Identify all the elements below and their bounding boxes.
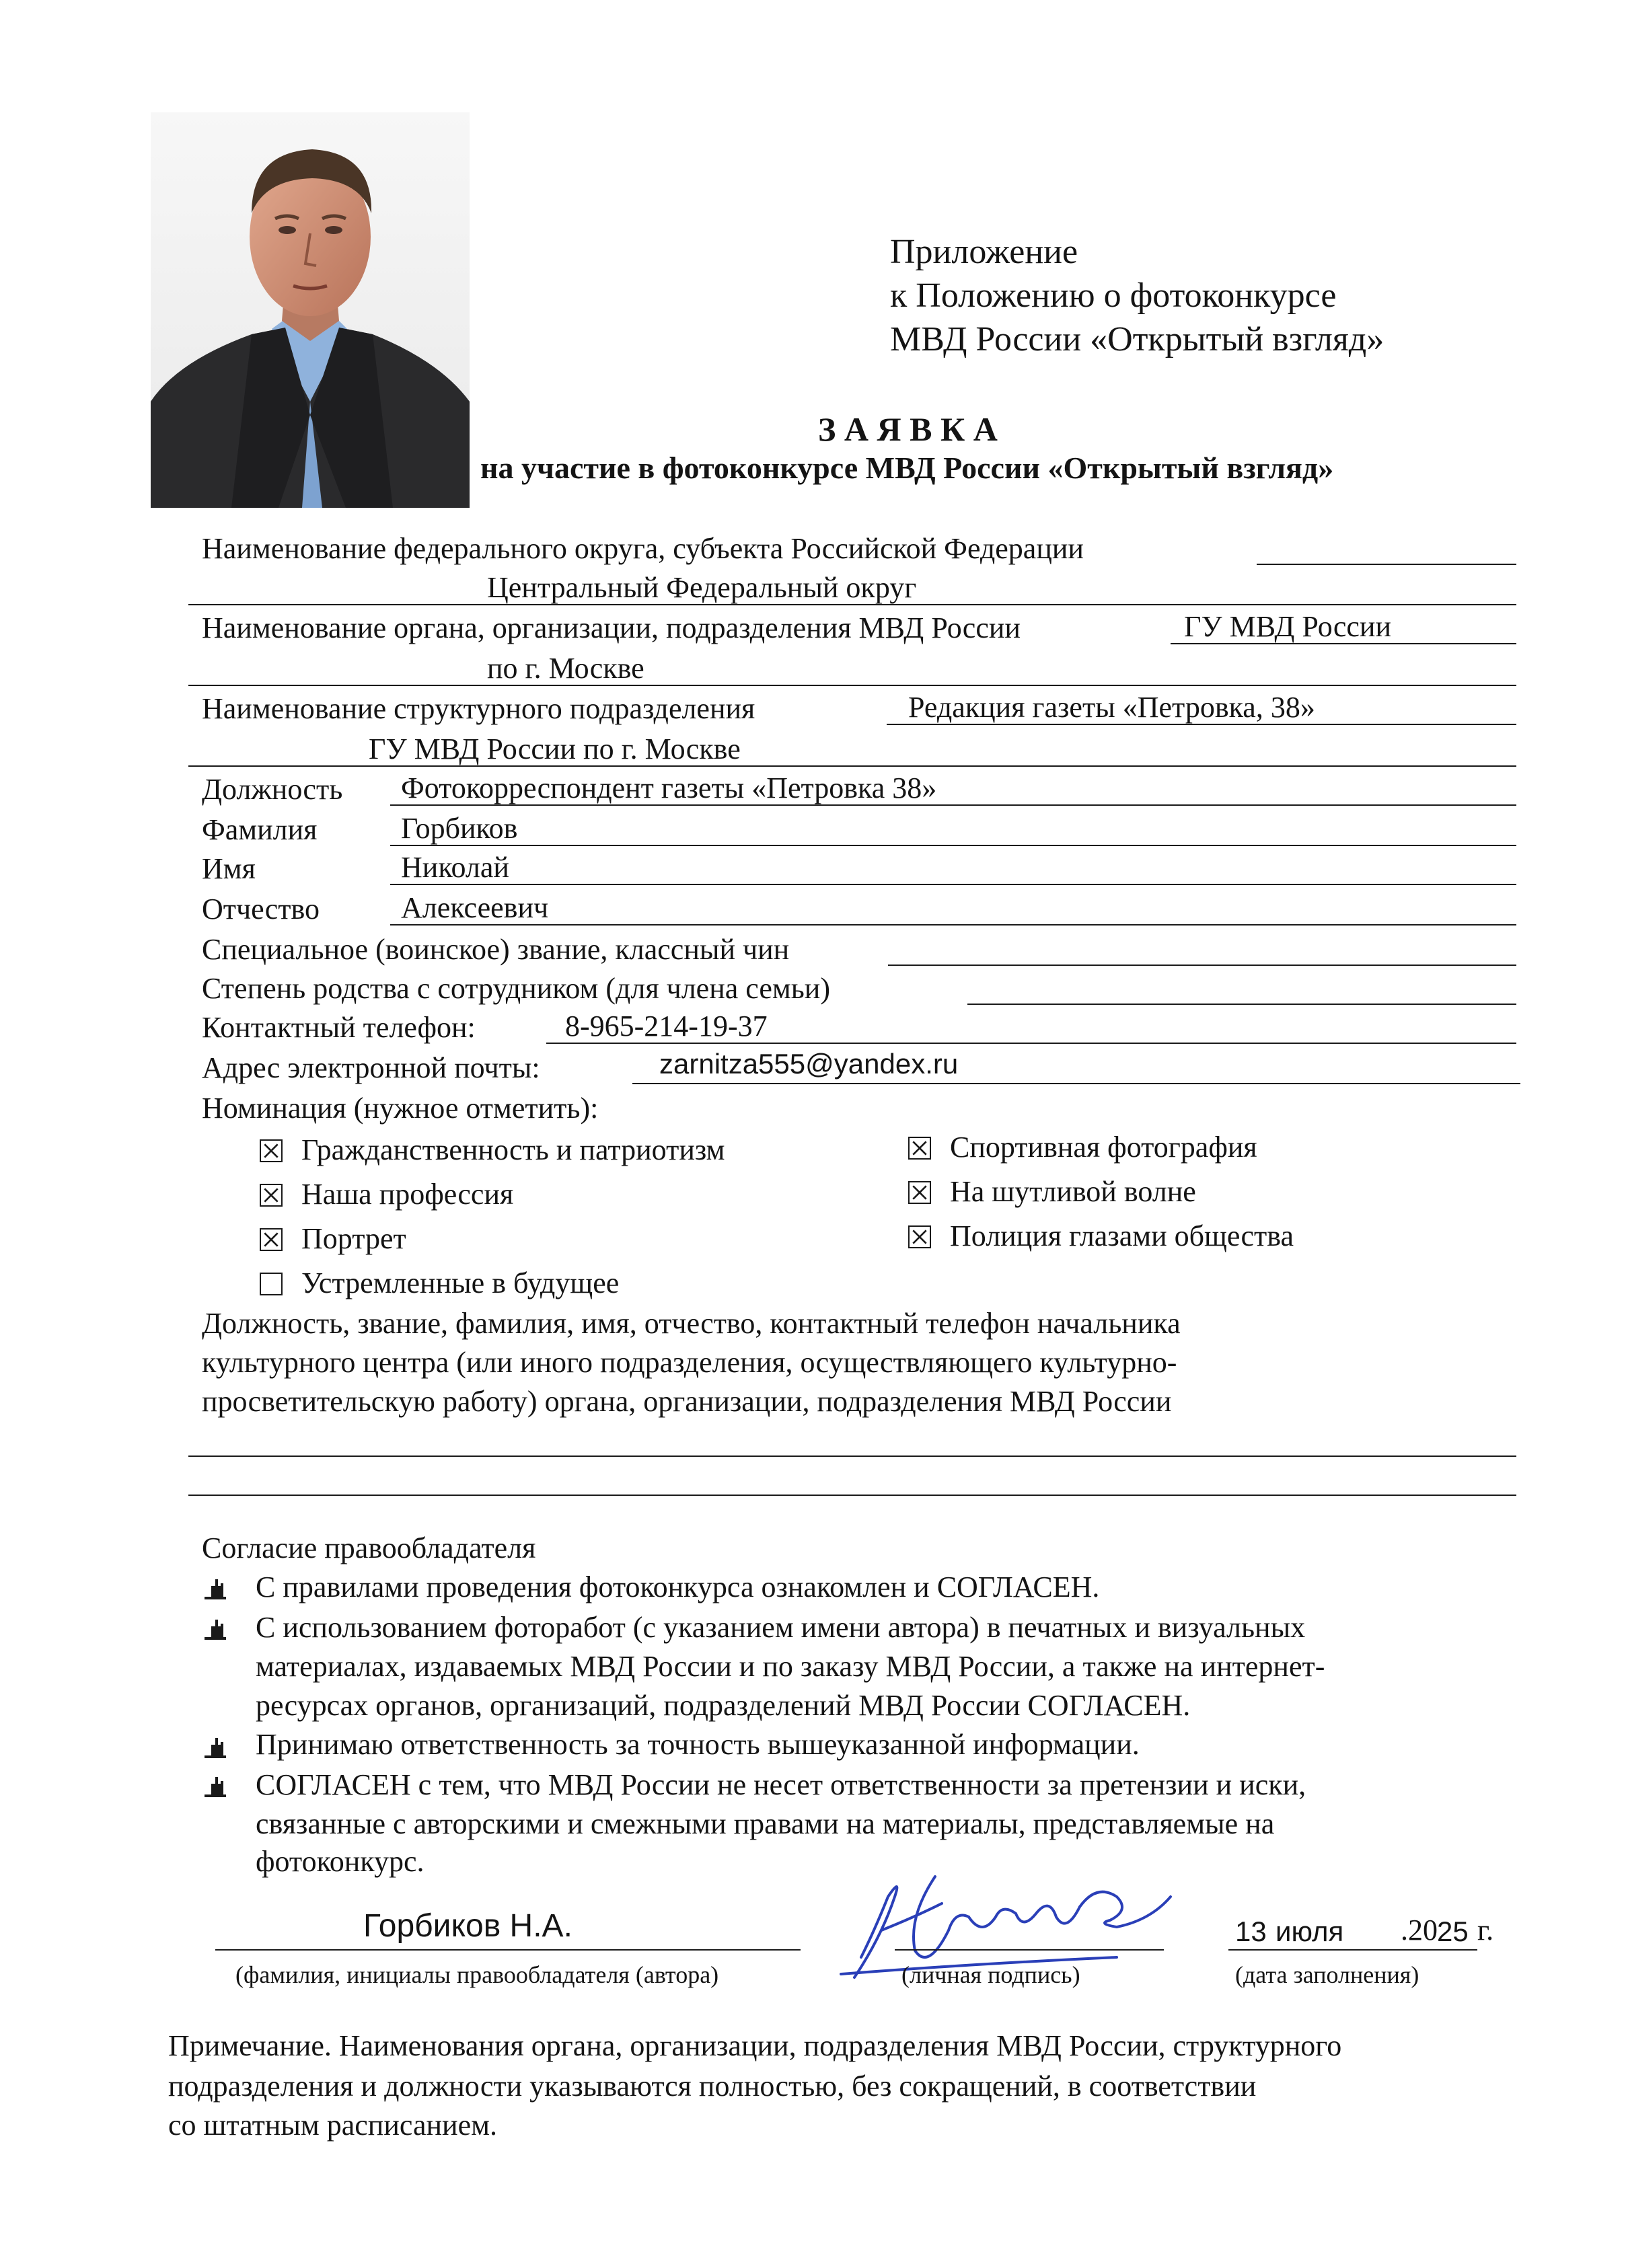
date-caption: (дата заполнения) xyxy=(1235,1961,1419,1988)
rank-label: Специальное (воинское) звание, классный чин xyxy=(202,933,790,966)
author-name-underline xyxy=(215,1949,801,1951)
nomination-checkbox-portrait[interactable] xyxy=(260,1228,283,1251)
nomination-label-sport: Спортивная фотография xyxy=(950,1131,1257,1164)
consent-item-2-line-3: ресурсах органов, организаций, подразделений МВД России СОГЛАСЕН. xyxy=(256,1689,1191,1722)
kinship-label: Степень родства с сотрудником (для члена семьи) xyxy=(202,972,830,1005)
head-info-underline-1[interactable] xyxy=(188,1456,1516,1457)
date-month-value[interactable]: июля xyxy=(1276,1916,1344,1947)
patronymic-label: Отчество xyxy=(202,893,320,925)
date-day-value[interactable]: 13 xyxy=(1235,1916,1267,1947)
nomination-label-future: Устремленные в будущее xyxy=(301,1267,620,1299)
author-name-caption: (фамилия, инициалы правообладателя (автора) xyxy=(235,1961,719,1988)
head-info-line-2: культурного центра (или иного подразделения, осуществляющего культурно- xyxy=(202,1346,1177,1379)
email-label: Адрес электронной почты: xyxy=(202,1051,540,1084)
consent-item-4-line-1: СОГЛАСЕН с тем, что МВД России не несет ответственности за претензии и иски, xyxy=(256,1768,1306,1801)
name-underline xyxy=(390,884,1516,885)
organ-value-1[interactable]: ГУ МВД России xyxy=(1184,610,1392,643)
signature-underline xyxy=(895,1949,1164,1951)
district-label: Наименование федерального округа, субъекта Российской Федерации xyxy=(202,532,1084,565)
nomination-label-humor: На шутливой волне xyxy=(950,1175,1196,1208)
nomination-label-society: Полиция глазами общества xyxy=(950,1219,1294,1252)
head-info-line-3: просветительскую работу) органа, организации, подразделения МВД России xyxy=(202,1385,1172,1418)
phone-label: Контактный телефон: xyxy=(202,1011,476,1044)
unit-underline xyxy=(887,724,1516,725)
position-label: Должность xyxy=(202,773,343,806)
unit-value-1[interactable]: Редакция газеты «Петровка, 38» xyxy=(908,691,1315,724)
surname-underline xyxy=(390,845,1516,846)
position-value[interactable]: Фотокорреспондент газеты «Петровка 38» xyxy=(401,771,937,804)
patronymic-underline xyxy=(390,924,1516,925)
email-underline xyxy=(632,1083,1520,1084)
surname-value[interactable]: Горбиков xyxy=(401,812,518,845)
appendix-line-3: МВД России «Открытый взгляд» xyxy=(890,320,1384,358)
consent-item-3: Принимаю ответственность за точность вышеуказанной информации. xyxy=(256,1728,1140,1761)
consent-item-4-line-3: фотоконкурс. xyxy=(256,1845,424,1878)
unit-label: Наименование структурного подразделения xyxy=(202,692,755,725)
organ-value-2[interactable]: по г. Москве xyxy=(487,652,644,685)
rank-underline[interactable] xyxy=(888,965,1516,966)
note-line-3: со штатным расписанием. xyxy=(168,2109,497,2142)
author-photo xyxy=(151,112,470,508)
consent-item-2-line-1: С использованием фоторабот (с указанием имени автора) в печатных и визуальных xyxy=(256,1611,1306,1644)
hand-bullet-icon xyxy=(202,1772,229,1799)
consent-title: Согласие правообладателя xyxy=(202,1532,536,1564)
appendix-line-1: Приложение xyxy=(890,233,1078,271)
date-underline xyxy=(1228,1949,1477,1951)
email-value[interactable]: zarnitza555@yandex.ru xyxy=(659,1048,959,1080)
date-year-value[interactable]: 25 xyxy=(1437,1916,1469,1947)
district-underline-2 xyxy=(188,604,1516,605)
note-line-2: подразделения и должности указываются полностью, без сокращений, в соответствии xyxy=(168,2070,1257,2103)
nomination-checkbox-profession[interactable] xyxy=(260,1184,283,1207)
nomination-label-portrait: Портрет xyxy=(301,1222,406,1255)
position-underline xyxy=(390,804,1516,806)
author-name-value[interactable]: Горбиков Н.А. xyxy=(363,1908,572,1944)
unit-value-2[interactable]: ГУ МВД России по г. Москве xyxy=(369,732,741,765)
district-underline xyxy=(1257,564,1516,565)
nomination-checkbox-society[interactable] xyxy=(908,1225,931,1248)
hand-bullet-icon xyxy=(202,1574,229,1601)
unit-underline-2 xyxy=(188,765,1516,767)
head-info-underline-2[interactable] xyxy=(188,1495,1516,1496)
hand-bullet-icon xyxy=(202,1614,229,1641)
name-value[interactable]: Николай xyxy=(401,851,509,884)
date-year-prefix: .20 xyxy=(1401,1914,1438,1946)
nomination-checkbox-sport[interactable] xyxy=(908,1137,931,1160)
signature-caption: (личная подпись) xyxy=(901,1961,1080,1988)
nomination-label-profession: Наша профессия xyxy=(301,1178,514,1211)
consent-item-4-line-2: связанные с авторскими и смежными правами на материалы, представляемые на xyxy=(256,1807,1275,1840)
kinship-underline[interactable] xyxy=(967,1004,1516,1005)
district-value[interactable]: Центральный Федеральный округ xyxy=(487,571,917,604)
head-info-line-1: Должность, звание, фамилия, имя, отчество, контактный телефон начальника xyxy=(202,1307,1181,1340)
phone-underline xyxy=(546,1043,1516,1044)
nomination-checkbox-future[interactable] xyxy=(260,1273,283,1295)
patronymic-value[interactable]: Алексеевич xyxy=(401,891,549,924)
nomination-checkbox-humor[interactable] xyxy=(908,1181,931,1204)
note-line-1: Примечание. Наименования органа, организации, подразделения МВД России, структурного xyxy=(168,2029,1342,2062)
name-label: Имя xyxy=(202,852,256,885)
organ-underline-2 xyxy=(188,685,1516,686)
nomination-label: Номинация (нужное отметить): xyxy=(202,1092,599,1125)
consent-item-1: С правилами проведения фотоконкурса ознакомлен и СОГЛАСЕН. xyxy=(256,1571,1100,1603)
appendix-line-2: к Положению о фотоконкурсе xyxy=(890,276,1337,315)
form-title: З А Я В К А xyxy=(818,410,998,448)
phone-value[interactable]: 8-965-214-19-37 xyxy=(565,1010,768,1043)
nomination-checkbox-citizenship[interactable] xyxy=(260,1139,283,1162)
form-subtitle: на участие в фотоконкурсе МВД России «Открытый взгляд» xyxy=(480,451,1334,485)
organ-underline xyxy=(1171,643,1516,644)
nomination-label-citizenship: Гражданственность и патриотизм xyxy=(301,1133,725,1166)
consent-item-2-line-2: материалах, издаваемых МВД России и по заказу МВД России, а также на интернет- xyxy=(256,1650,1325,1683)
hand-bullet-icon xyxy=(202,1733,229,1760)
date-suffix: г. xyxy=(1477,1914,1494,1946)
surname-label: Фамилия xyxy=(202,813,318,846)
organ-label: Наименование органа, организации, подразделения МВД России xyxy=(202,611,1021,644)
